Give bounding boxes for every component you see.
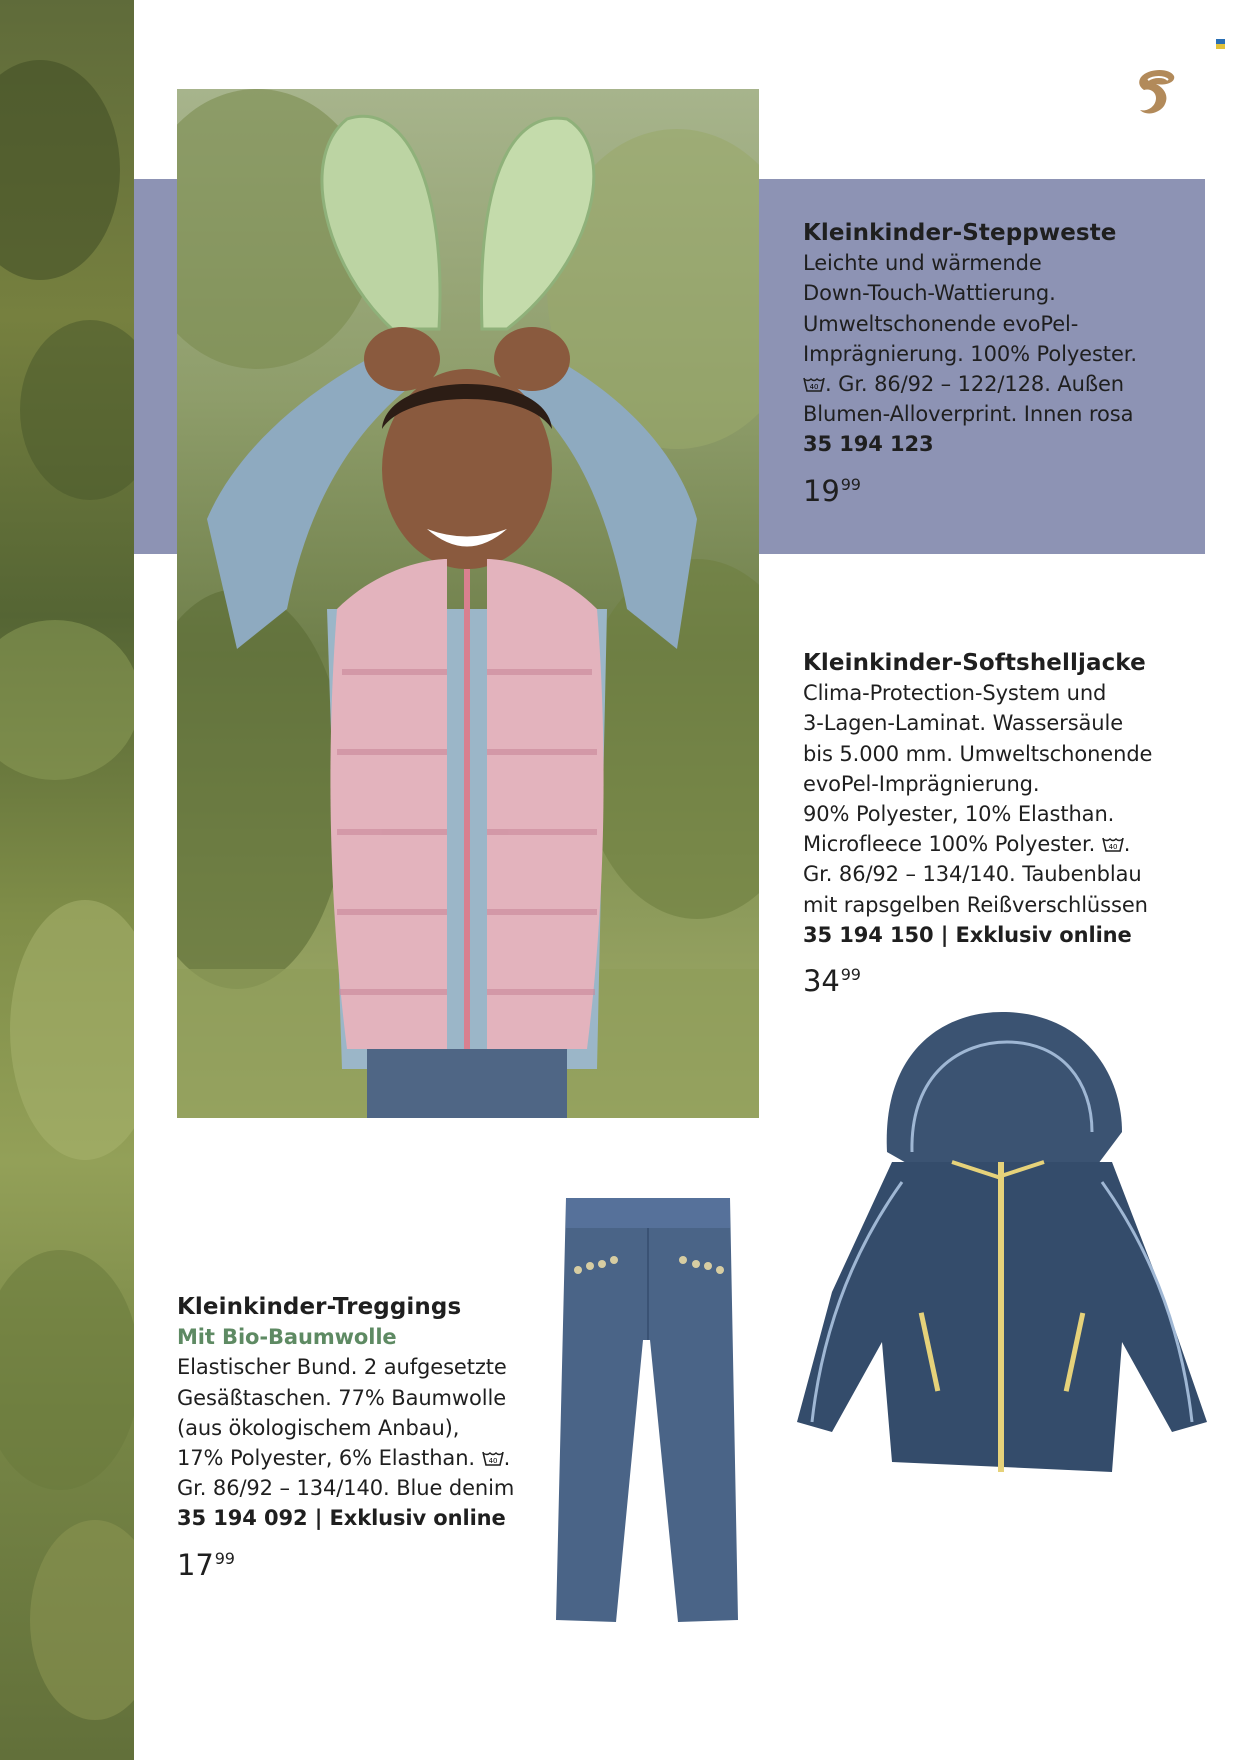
- treggings-line-2: Gesäßtaschen. 77% Baumwolle: [177, 1385, 507, 1410]
- svg-text:40: 40: [1108, 843, 1118, 852]
- jacket-line-6: Gr. 86/92 – 134/140. Taubenblau: [803, 862, 1142, 887]
- vest-line-3: Umweltschonende evoPel-: [803, 311, 1079, 336]
- svg-text:40: 40: [488, 1457, 497, 1466]
- vest-title: Kleinkinder-Steppweste: [803, 220, 1117, 246]
- jacket-line-3: bis 5.000 mm. Umweltschonende: [803, 741, 1153, 766]
- treggings-line-4: Gr. 86/92 – 134/140. Blue denim: [177, 1476, 515, 1501]
- vest-line-1: Leichte und wärmende: [803, 251, 1042, 276]
- treggings-description: [177, 1292, 517, 1582]
- vest-description: [803, 218, 1193, 508]
- jacket-care-text: Microfleece 100% Polyester.: [803, 832, 1096, 857]
- corner-mark-icon: [1216, 34, 1225, 44]
- treggings-line-3: (aus ökologischem Anbau),: [177, 1415, 460, 1440]
- treggings-price-cents: 99: [214, 1548, 235, 1568]
- child-vest-illustration: [177, 89, 759, 1118]
- treggings-sku: 35 194 092 | Exklusiv online: [177, 1506, 506, 1531]
- jacket-sku: 35 194 150 | Exklusiv online: [803, 922, 1132, 947]
- vest-price-main: 19: [803, 473, 840, 508]
- svg-text:40: 40: [809, 383, 819, 392]
- jacket-price: [803, 958, 1203, 998]
- jacket-line-1: Clima-Protection-System und: [803, 681, 1107, 706]
- jacket-description: [803, 648, 1203, 998]
- treggings-line-1: Elastischer Bund. 2 aufgesetzte: [177, 1355, 507, 1380]
- wash-40-icon: [803, 376, 825, 393]
- vest-price: [803, 468, 1193, 508]
- jacket-care-line: [803, 829, 1203, 859]
- vest-price-cents: 99: [840, 474, 861, 494]
- brand-logo-icon: [1130, 66, 1180, 118]
- jacket-line-7: mit rapsgelben Reißverschlüssen: [803, 892, 1148, 917]
- jacket-price-cents: 99: [840, 965, 861, 985]
- treggings-price: [177, 1542, 517, 1582]
- wash-40-icon: [1102, 836, 1124, 853]
- jacket-care-dot: .: [1123, 832, 1131, 857]
- treggings-care-dot: .: [503, 1446, 511, 1471]
- vest-sku: 35 194 123: [803, 432, 934, 457]
- left-photo-strip: [0, 0, 134, 1760]
- child-vest-photo: [177, 89, 759, 1118]
- treggings-image: [548, 1190, 748, 1630]
- jacket-line-4: evoPel-Imprägnierung.: [803, 771, 1040, 796]
- jacket-price-main: 34: [803, 964, 840, 999]
- softshell-jacket-image: [792, 1012, 1212, 1517]
- treggings-title: Kleinkinder-Treggings: [177, 1294, 462, 1320]
- vest-line-4: Imprägnierung. 100% Polyester.: [803, 341, 1137, 366]
- treggings-care-text: 17% Polyester, 6% Elasthan.: [177, 1446, 475, 1471]
- jacket-line-5: 90% Polyester, 10% Elasthan.: [803, 802, 1115, 827]
- jacket-line-2: 3-Lagen-Laminat. Wassersäule: [803, 711, 1124, 736]
- vest-line-2: Down-Touch-Wattierung.: [803, 281, 1056, 306]
- vest-care-line: [803, 369, 1193, 399]
- treggings-care-line: [177, 1443, 517, 1473]
- vest-line-5: Blumen-Alloverprint. Innen rosa: [803, 402, 1134, 427]
- wash-40-icon: [482, 1450, 504, 1467]
- treggings-subtitle: Mit Bio-Baumwolle: [177, 1325, 397, 1350]
- jacket-title: Kleinkinder-Softshelljacke: [803, 650, 1146, 676]
- vest-care-text: . Gr. 86/92 – 122/128. Außen: [825, 372, 1124, 397]
- treggings-price-main: 17: [177, 1547, 214, 1582]
